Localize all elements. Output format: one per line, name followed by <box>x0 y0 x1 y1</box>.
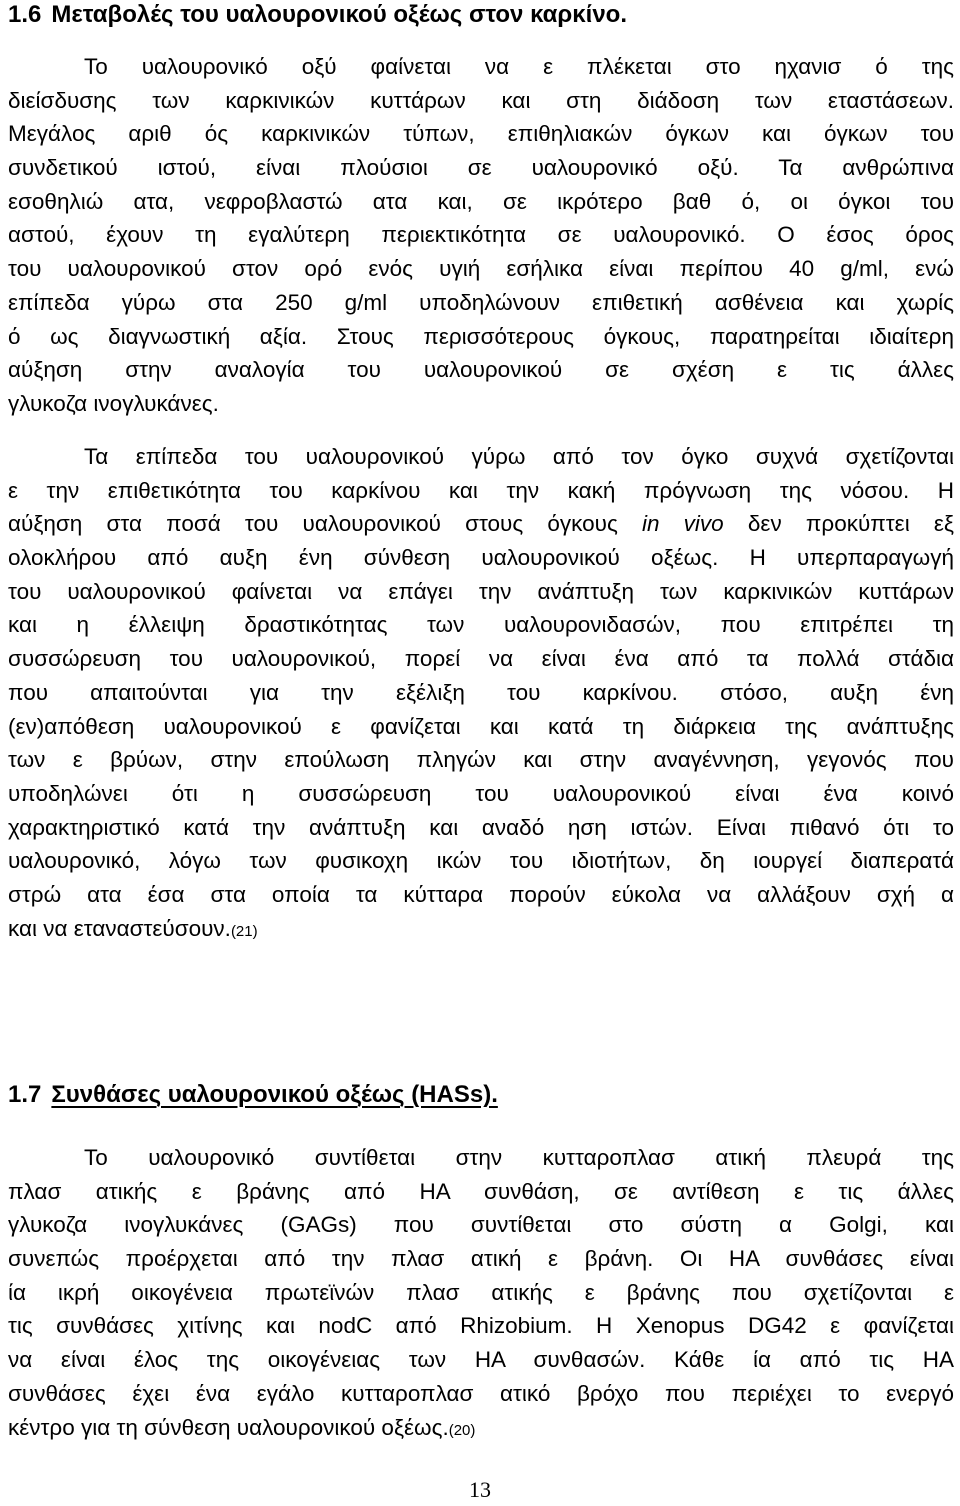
text-line: συνθάσες έχει ένα εγάλο κυτταροπλασ ατικό βρόχο που περιέχει το ενεργό <box>8 1380 954 1406</box>
text-line: συνεπώς προέρχεται από την πλασ ατική ε βράνη. Οι HA συνθάσες είναι <box>8 1246 954 1272</box>
section-1-7-heading <box>8 1080 498 1110</box>
text-run: δεν προκύπτει εξ <box>723 511 955 537</box>
text-line: ό ως διαγνωστική αξία. Στους περισσότερους όγκους, παρατηρείται ιδιαίτερη <box>8 323 954 349</box>
text-line: Τα επίπεδα του υαλουρονικού γύρω από τον όγκο συχνά σχετίζονται <box>84 444 954 469</box>
text-line: που απαιτούνται για την εξέλιξη του καρκίνου. στόσο, αυξη ένη <box>8 679 954 705</box>
text-line: χαρακτηριστικό κατά την ανάπτυξη και αναδό ηση ιστών. Είναι πιθανό ότι το <box>8 814 954 840</box>
section-number: 1.7 <box>8 1081 42 1108</box>
text-line: Το υαλουρονικό οξύ φαίνεται να ε πλέκεται στο ηχανισ ό της <box>84 54 954 79</box>
text-run: και να εταναστεύσουν. <box>8 915 231 941</box>
text-line <box>8 1411 954 1445</box>
section-number: 1.6 <box>8 1 42 28</box>
section-title: Μεταβολές του υαλουρονικού οξέως στον καρκίνο. <box>51 1 627 28</box>
text-line: τις συνθάσες χιτίνης και nodC από Rhizobium. Η Xenopus DG42 ε φανίζεται <box>8 1313 954 1339</box>
citation-ref: (20) <box>448 1421 476 1439</box>
text-line <box>8 912 954 946</box>
text-run: κέντρο για τη σύνθεση υαλουρονικού οξέως. <box>8 1414 449 1440</box>
text-line: αύξηση στην αναλογία του υαλουρονικού σε σχέση ε τις άλλες <box>8 357 954 383</box>
page-number: 13 <box>469 1477 491 1502</box>
text-line: υποδηλώνει ότι η συσσώρευση του υαλουρονικού είναι ένα κοινό <box>8 780 954 806</box>
text-line: γλυκοζα ινογλυκάνες. <box>8 390 219 416</box>
text-run: αύξηση στα ποσά του υαλουρονικού στους όγκους <box>8 511 642 537</box>
text-line: συσσώρευση του υαλουρονικού, πορεί να είναι ένα από τα πολλά στάδια <box>8 646 954 672</box>
text-line: του υαλουρονικού φαίνεται να επάγει την ανάπτυξη των καρκινικών κυττάρων <box>8 578 954 604</box>
text-line: υαλουρονικό, λόγω των φυσικοχη ικών του ιδιοτήτων, δη ιουργεί διαπερατά <box>8 848 954 874</box>
text-line: γλυκοζα ινογλυκάνες (GAGs) που συντίθεται στο σύστη α Golgi, και <box>8 1212 954 1238</box>
italic-term: in vivo <box>641 511 724 537</box>
text-line: (εν)απόθεση υαλουρονικού ε φανίζεται και κατά τη διάρκεια της ανάπτυξης <box>8 713 954 739</box>
text-line: ολοκλήρου από αυξη ένη σύνθεση υαλουρονικού οξέως. Η υπερπαραγωγή <box>8 545 954 571</box>
text-line: Το υαλουρονικό συντίθεται στην κυτταροπλασ ατική πλευρά της <box>84 1145 954 1170</box>
text-line: Μεγάλος αριθ ός καρκινικών τύπων, επιθηλιακών όγκων και όγκων του <box>8 121 954 147</box>
text-line: των ε βρύων, στην επούλωση πληγών και στην αναγέννηση, γεγονός που <box>8 747 954 773</box>
text-line: και η έλλειψη δραστικότητας των υαλουρονιδασών, που επιτρέπει τη <box>8 612 954 638</box>
text-line: του υαλουρονικού στον ορό ενός υγιή εσήλικα είναι περίπου 40 g/ml, ενώ <box>8 256 954 282</box>
text-line: επίπεδα γύρω στα 250 g/ml υποδηλώνουν επιθετική ασθένεια και χωρίς <box>8 289 954 315</box>
text-line: εσοθηλιώ ατα, νεφροβλαστώ ατα και, σε ικρότερο βαθ ό, οι όγκοι του <box>8 188 954 214</box>
section-1-6-heading <box>8 0 627 30</box>
paragraph-1-6-b <box>8 440 954 945</box>
text-line: ία ικρή οικογένεια πρωτεϊνών πλασ ατικής ε βράνης που σχετίζονται ε <box>8 1279 954 1305</box>
section-title: Συνθάσες υαλουρονικού οξέως (HASs). <box>51 1081 498 1108</box>
text-line: να είναι έλος της οικογένειας των HA συνθασών. Κάθε ία από τις HA <box>8 1347 954 1373</box>
text-line: διείσδυσης των καρκινικών κυττάρων και στη διάδοση των εταστάσεων. <box>8 87 954 113</box>
text-line: στρώ ατα έσα στα οποία τα κύτταρα πορούν εύκολα να αλλάξουν σχή α <box>8 881 954 907</box>
text-line: πλασ ατικής ε βράνης από HA συνθάση, σε αντίθεση ε τις άλλες <box>8 1178 954 1204</box>
citation-ref: (21) <box>230 922 258 940</box>
text-line: αστού, έχουν τη εγαλύτερη περιεκτικότητα σε υαλουρονικό. Ο έσος όρος <box>8 222 954 248</box>
paragraph-1-7 <box>8 1141 954 1444</box>
text-line: συνδετικού ιστού, είναι πλούσιοι σε υαλουρονικό οξύ. Τα ανθρώπινα <box>8 155 954 181</box>
text-line: ε την επιθετικότητα του καρκίνου και την κακή πρόγνωση της νόσου. Η <box>8 477 954 503</box>
text-line <box>8 507 954 541</box>
paragraph-1-6-a <box>8 50 954 421</box>
